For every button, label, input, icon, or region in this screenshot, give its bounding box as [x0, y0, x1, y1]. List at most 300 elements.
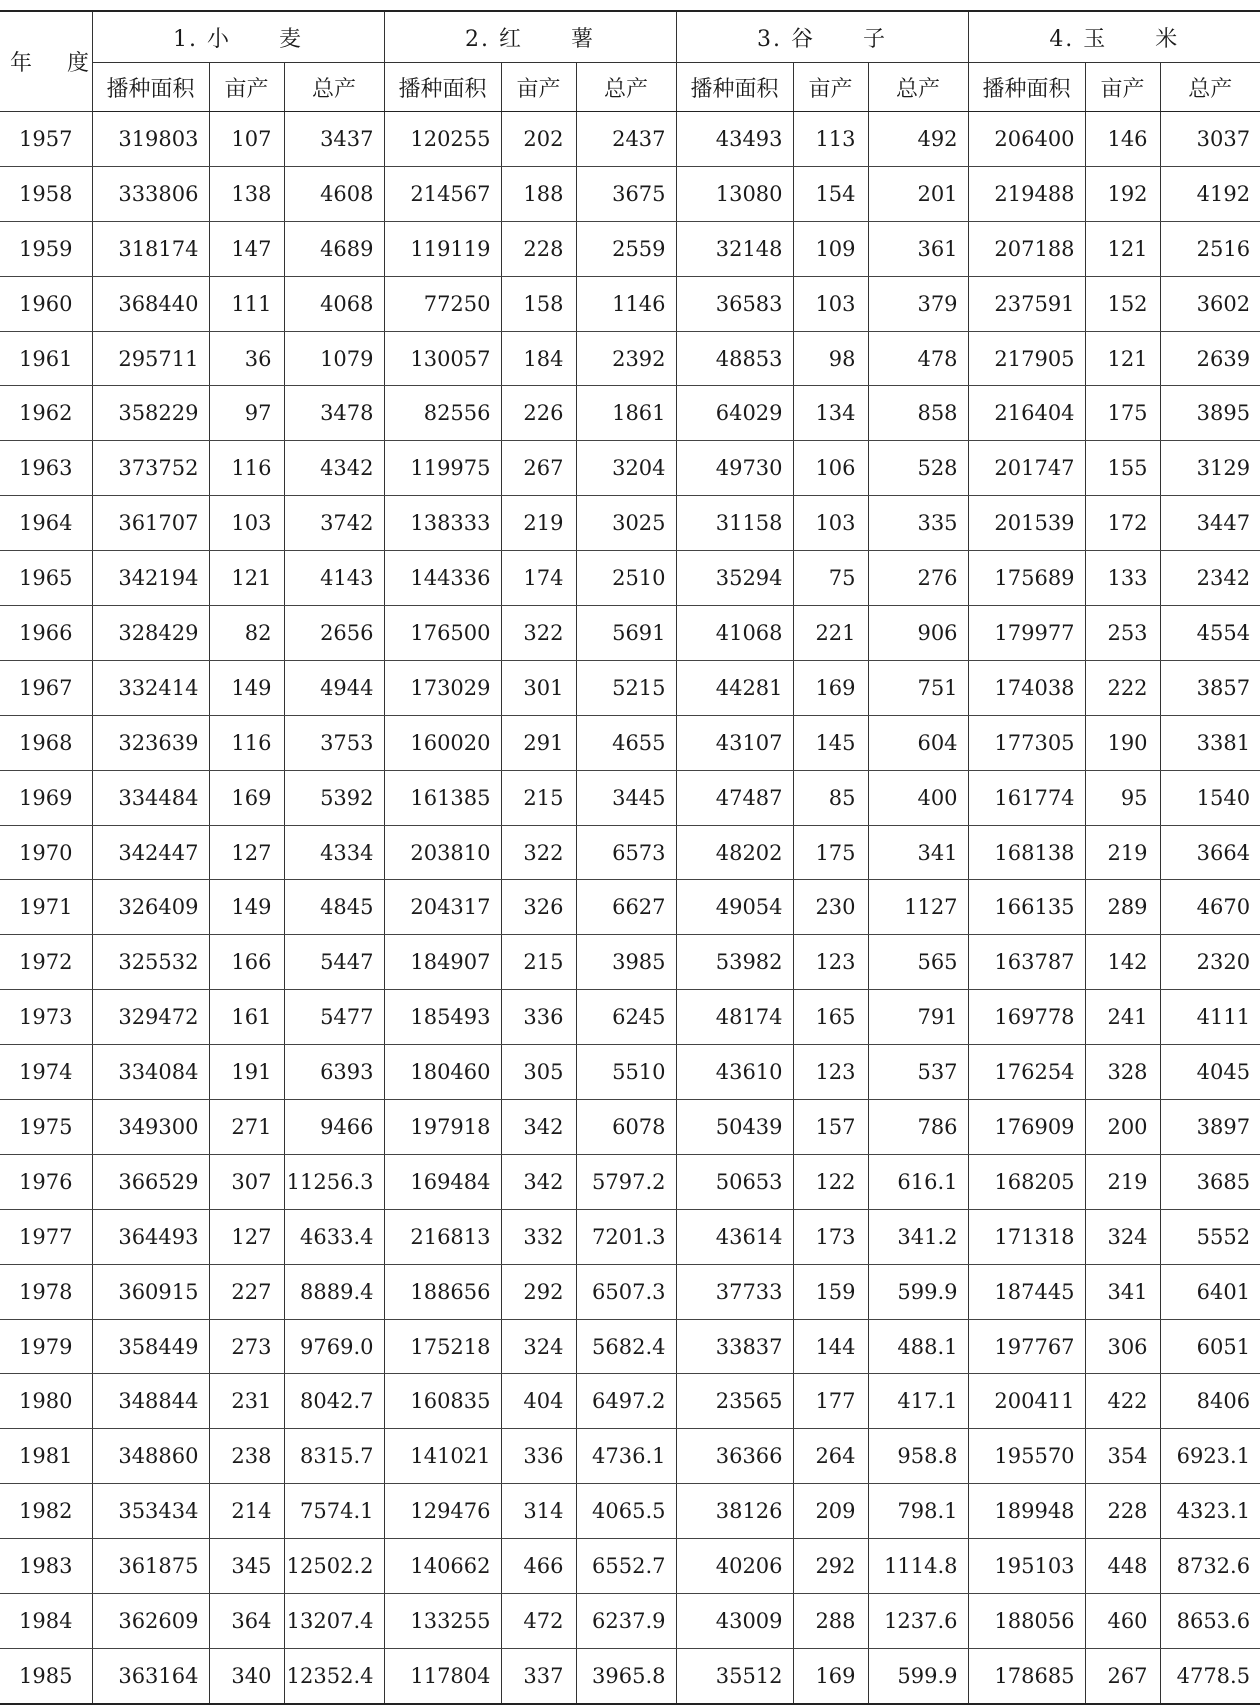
total-output-cell: 5797.2 — [576, 1154, 676, 1209]
header-row-crops — [0, 11, 1260, 63]
year-cell: 1968 — [0, 715, 92, 770]
year-cell: 1961 — [0, 331, 92, 386]
total-output-cell: 5447 — [284, 935, 384, 990]
year-cell: 1979 — [0, 1319, 92, 1374]
total-output-cell: 4670 — [1160, 880, 1260, 935]
total-output-cell: 906 — [868, 606, 968, 661]
crop-header-label: 4. 玉 米 — [1049, 26, 1180, 52]
sown-area-cell: 82556 — [384, 386, 501, 441]
yield-per-mu-cell: 85 — [793, 770, 868, 825]
yield-per-mu-cell: 147 — [209, 221, 284, 276]
sown-area-cell: 318174 — [92, 221, 209, 276]
yield-per-mu-cell: 314 — [501, 1484, 576, 1539]
sown-area-cell: 169778 — [968, 990, 1085, 1045]
yield-per-mu-cell: 219 — [1085, 825, 1160, 880]
yield-per-mu-cell: 219 — [501, 496, 576, 551]
year-cell: 1969 — [0, 770, 92, 825]
yield-per-mu-cell: 267 — [1085, 1648, 1160, 1703]
yield-per-mu-cell: 228 — [501, 221, 576, 276]
total-output-cell: 6051 — [1160, 1319, 1260, 1374]
sown-area-cell: 206400 — [968, 112, 1085, 167]
table-row — [0, 1209, 1260, 1264]
sown-area-cell: 53982 — [676, 935, 793, 990]
total-output-cell: 11256.3 — [284, 1154, 384, 1209]
subheader-total-output: 总产 — [868, 63, 968, 112]
total-output-cell: 3753 — [284, 715, 384, 770]
sown-area-cell: 117804 — [384, 1648, 501, 1703]
total-output-cell: 1114.8 — [868, 1539, 968, 1594]
total-output-cell: 341 — [868, 825, 968, 880]
total-output-cell: 6573 — [576, 825, 676, 880]
total-output-cell: 6078 — [576, 1100, 676, 1155]
sown-area-cell: 50653 — [676, 1154, 793, 1209]
year-cell: 1984 — [0, 1594, 92, 1649]
total-output-cell: 7201.3 — [576, 1209, 676, 1264]
subheader-yield-per-mu: 亩产 — [793, 63, 868, 112]
total-output-cell: 4778.5 — [1160, 1648, 1260, 1703]
total-output-cell: 2516 — [1160, 221, 1260, 276]
yield-per-mu-cell: 177 — [793, 1374, 868, 1429]
yield-per-mu-cell: 144 — [793, 1319, 868, 1374]
total-output-cell: 3897 — [1160, 1100, 1260, 1155]
sown-area-cell: 31158 — [676, 496, 793, 551]
yield-per-mu-cell: 175 — [793, 825, 868, 880]
sown-area-cell: 161774 — [968, 770, 1085, 825]
sown-area-cell: 120255 — [384, 112, 501, 167]
total-output-cell: 379 — [868, 276, 968, 331]
total-output-cell: 5691 — [576, 606, 676, 661]
sown-area-cell: 333806 — [92, 166, 209, 221]
total-output-cell: 13207.4 — [284, 1594, 384, 1649]
sown-area-cell: 176254 — [968, 1045, 1085, 1100]
yield-per-mu-cell: 337 — [501, 1648, 576, 1703]
yield-per-mu-cell: 328 — [1085, 1045, 1160, 1100]
total-output-cell: 2559 — [576, 221, 676, 276]
yield-per-mu-cell: 202 — [501, 112, 576, 167]
yield-per-mu-cell: 184 — [501, 331, 576, 386]
yield-per-mu-cell: 159 — [793, 1264, 868, 1319]
sown-area-cell: 197918 — [384, 1100, 501, 1155]
crop-header-corn — [968, 11, 1260, 63]
table-row — [0, 276, 1260, 331]
table-body — [0, 112, 1260, 1704]
yield-per-mu-cell: 134 — [793, 386, 868, 441]
subheader-sown-area: 播种面积 — [968, 63, 1085, 112]
total-output-cell: 858 — [868, 386, 968, 441]
total-output-cell: 3675 — [576, 166, 676, 221]
sown-area-cell: 200411 — [968, 1374, 1085, 1429]
yield-per-mu-cell: 336 — [501, 1429, 576, 1484]
total-output-cell: 3602 — [1160, 276, 1260, 331]
total-output-cell: 6393 — [284, 1045, 384, 1100]
total-output-cell: 201 — [868, 166, 968, 221]
year-cell: 1970 — [0, 825, 92, 880]
total-output-cell: 3381 — [1160, 715, 1260, 770]
sown-area-cell: 364493 — [92, 1209, 209, 1264]
yield-per-mu-cell: 342 — [501, 1100, 576, 1155]
year-cell: 1980 — [0, 1374, 92, 1429]
table-row — [0, 990, 1260, 1045]
yield-per-mu-cell: 222 — [1085, 660, 1160, 715]
sown-area-cell: 207188 — [968, 221, 1085, 276]
yield-per-mu-cell: 342 — [501, 1154, 576, 1209]
yield-per-mu-cell: 253 — [1085, 606, 1160, 661]
sown-area-cell: 144336 — [384, 551, 501, 606]
crop-statistics-sheet — [0, 10, 1250, 1705]
total-output-cell: 3445 — [576, 770, 676, 825]
yield-per-mu-cell: 190 — [1085, 715, 1160, 770]
total-output-cell: 5215 — [576, 660, 676, 715]
total-output-cell: 3437 — [284, 112, 384, 167]
total-output-cell: 7574.1 — [284, 1484, 384, 1539]
yield-per-mu-cell: 215 — [501, 770, 576, 825]
yield-per-mu-cell: 113 — [793, 112, 868, 167]
sown-area-cell: 204317 — [384, 880, 501, 935]
yield-per-mu-cell: 123 — [793, 935, 868, 990]
total-output-cell: 8732.6 — [1160, 1539, 1260, 1594]
crop-header-millet — [676, 11, 968, 63]
total-output-cell: 4845 — [284, 880, 384, 935]
total-output-cell: 599.9 — [868, 1264, 968, 1319]
yield-per-mu-cell: 301 — [501, 660, 576, 715]
total-output-cell: 3985 — [576, 935, 676, 990]
yield-per-mu-cell: 106 — [793, 441, 868, 496]
subheader-sown-area: 播种面积 — [676, 63, 793, 112]
sown-area-cell: 179977 — [968, 606, 1085, 661]
total-output-cell: 4065.5 — [576, 1484, 676, 1539]
total-output-cell: 5682.4 — [576, 1319, 676, 1374]
sown-area-cell: 163787 — [968, 935, 1085, 990]
yield-per-mu-cell: 238 — [209, 1429, 284, 1484]
sown-area-cell: 43009 — [676, 1594, 793, 1649]
yield-per-mu-cell: 169 — [793, 660, 868, 715]
sown-area-cell: 64029 — [676, 386, 793, 441]
total-output-cell: 9466 — [284, 1100, 384, 1155]
year-cell: 1964 — [0, 496, 92, 551]
year-cell: 1981 — [0, 1429, 92, 1484]
yield-per-mu-cell: 273 — [209, 1319, 284, 1374]
sown-area-cell: 319803 — [92, 112, 209, 167]
sown-area-cell: 44281 — [676, 660, 793, 715]
total-output-cell: 417.1 — [868, 1374, 968, 1429]
yield-per-mu-cell: 95 — [1085, 770, 1160, 825]
table-row — [0, 1539, 1260, 1594]
sown-area-cell: 363164 — [92, 1648, 209, 1703]
total-output-cell: 3037 — [1160, 112, 1260, 167]
yield-per-mu-cell: 200 — [1085, 1100, 1160, 1155]
year-cell: 1958 — [0, 166, 92, 221]
total-output-cell: 3204 — [576, 441, 676, 496]
sown-area-cell: 195103 — [968, 1539, 1085, 1594]
table-row — [0, 1154, 1260, 1209]
yield-per-mu-cell: 306 — [1085, 1319, 1160, 1374]
year-cell: 1957 — [0, 112, 92, 167]
yield-per-mu-cell: 174 — [501, 551, 576, 606]
yield-per-mu-cell: 219 — [1085, 1154, 1160, 1209]
sown-area-cell: 329472 — [92, 990, 209, 1045]
year-cell: 1983 — [0, 1539, 92, 1594]
yield-per-mu-cell: 466 — [501, 1539, 576, 1594]
sown-area-cell: 166135 — [968, 880, 1085, 935]
table-row — [0, 606, 1260, 661]
yield-per-mu-cell: 146 — [1085, 112, 1160, 167]
year-cell: 1963 — [0, 441, 92, 496]
sown-area-cell: 49054 — [676, 880, 793, 935]
yield-per-mu-cell: 404 — [501, 1374, 576, 1429]
yield-per-mu-cell: 111 — [209, 276, 284, 331]
sown-area-cell: 119119 — [384, 221, 501, 276]
total-output-cell: 8889.4 — [284, 1264, 384, 1319]
yield-per-mu-cell: 82 — [209, 606, 284, 661]
sown-area-cell: 189948 — [968, 1484, 1085, 1539]
total-output-cell: 6245 — [576, 990, 676, 1045]
yield-per-mu-cell: 172 — [1085, 496, 1160, 551]
table-row — [0, 441, 1260, 496]
yield-per-mu-cell: 422 — [1085, 1374, 1160, 1429]
subheader-sown-area: 播种面积 — [92, 63, 209, 112]
yield-per-mu-cell: 191 — [209, 1045, 284, 1100]
sown-area-cell: 187445 — [968, 1264, 1085, 1319]
yield-per-mu-cell: 157 — [793, 1100, 868, 1155]
sown-area-cell: 201539 — [968, 496, 1085, 551]
sown-area-cell: 48174 — [676, 990, 793, 1045]
yield-per-mu-cell: 149 — [209, 660, 284, 715]
total-output-cell: 8406 — [1160, 1374, 1260, 1429]
total-output-cell: 4342 — [284, 441, 384, 496]
year-cell: 1959 — [0, 221, 92, 276]
yield-per-mu-cell: 192 — [1085, 166, 1160, 221]
table-row — [0, 551, 1260, 606]
table-row — [0, 386, 1260, 441]
sown-area-cell: 43610 — [676, 1045, 793, 1100]
sown-area-cell: 38126 — [676, 1484, 793, 1539]
sown-area-cell: 295711 — [92, 331, 209, 386]
total-output-cell: 4192 — [1160, 166, 1260, 221]
sown-area-cell: 342194 — [92, 551, 209, 606]
yield-per-mu-cell: 227 — [209, 1264, 284, 1319]
sown-area-cell: 130057 — [384, 331, 501, 386]
total-output-cell: 528 — [868, 441, 968, 496]
subheader-yield-per-mu: 亩产 — [501, 63, 576, 112]
sown-area-cell: 323639 — [92, 715, 209, 770]
total-output-cell: 4944 — [284, 660, 384, 715]
total-output-cell: 4655 — [576, 715, 676, 770]
sown-area-cell: 368440 — [92, 276, 209, 331]
table-row — [0, 1100, 1260, 1155]
year-cell: 1975 — [0, 1100, 92, 1155]
yield-per-mu-cell: 161 — [209, 990, 284, 1045]
sown-area-cell: 160020 — [384, 715, 501, 770]
subheader-total-output: 总产 — [284, 63, 384, 112]
sown-area-cell: 373752 — [92, 441, 209, 496]
total-output-cell: 2656 — [284, 606, 384, 661]
year-column-header: 年 度 — [0, 11, 92, 112]
sown-area-cell: 43614 — [676, 1209, 793, 1264]
sown-area-cell: 119975 — [384, 441, 501, 496]
total-output-cell: 3129 — [1160, 441, 1260, 496]
total-output-cell: 6507.3 — [576, 1264, 676, 1319]
yield-per-mu-cell: 116 — [209, 441, 284, 496]
yield-per-mu-cell: 292 — [501, 1264, 576, 1319]
subheader-total-output: 总产 — [576, 63, 676, 112]
total-output-cell: 3447 — [1160, 496, 1260, 551]
sown-area-cell: 203810 — [384, 825, 501, 880]
yield-per-mu-cell: 103 — [209, 496, 284, 551]
year-cell: 1974 — [0, 1045, 92, 1100]
sown-area-cell: 13080 — [676, 166, 793, 221]
yield-per-mu-cell: 324 — [501, 1319, 576, 1374]
sown-area-cell: 176500 — [384, 606, 501, 661]
sown-area-cell: 141021 — [384, 1429, 501, 1484]
sown-area-cell: 161385 — [384, 770, 501, 825]
crop-statistics-table — [0, 10, 1260, 1705]
yield-per-mu-cell: 122 — [793, 1154, 868, 1209]
total-output-cell: 6401 — [1160, 1264, 1260, 1319]
year-cell: 1965 — [0, 551, 92, 606]
year-cell: 1966 — [0, 606, 92, 661]
total-output-cell: 3895 — [1160, 386, 1260, 441]
total-output-cell: 3965.8 — [576, 1648, 676, 1703]
table-row — [0, 166, 1260, 221]
total-output-cell: 791 — [868, 990, 968, 1045]
table-row — [0, 1319, 1260, 1374]
sown-area-cell: 334484 — [92, 770, 209, 825]
total-output-cell: 8042.7 — [284, 1374, 384, 1429]
sown-area-cell: 201747 — [968, 441, 1085, 496]
yield-per-mu-cell: 103 — [793, 496, 868, 551]
yield-per-mu-cell: 116 — [209, 715, 284, 770]
crop-header-label: 3. 谷 子 — [757, 26, 888, 52]
sown-area-cell: 40206 — [676, 1539, 793, 1594]
yield-per-mu-cell: 169 — [209, 770, 284, 825]
year-cell: 1976 — [0, 1154, 92, 1209]
total-output-cell: 4554 — [1160, 606, 1260, 661]
yield-per-mu-cell: 448 — [1085, 1539, 1160, 1594]
year-cell: 1982 — [0, 1484, 92, 1539]
sown-area-cell: 358449 — [92, 1319, 209, 1374]
sown-area-cell: 32148 — [676, 221, 793, 276]
total-output-cell: 537 — [868, 1045, 968, 1100]
total-output-cell: 4323.1 — [1160, 1484, 1260, 1539]
year-cell: 1967 — [0, 660, 92, 715]
crop-header-label: 1. 小 麦 — [173, 26, 303, 52]
crop-header-sweet-potato — [384, 11, 676, 63]
sown-area-cell: 237591 — [968, 276, 1085, 331]
yield-per-mu-cell: 97 — [209, 386, 284, 441]
subheader-total-output: 总产 — [1160, 63, 1260, 112]
yield-per-mu-cell: 340 — [209, 1648, 284, 1703]
sown-area-cell: 168205 — [968, 1154, 1085, 1209]
yield-per-mu-cell: 175 — [1085, 386, 1160, 441]
total-output-cell: 4045 — [1160, 1045, 1260, 1100]
table-row — [0, 880, 1260, 935]
total-output-cell: 5477 — [284, 990, 384, 1045]
sown-area-cell: 184907 — [384, 935, 501, 990]
total-output-cell: 2392 — [576, 331, 676, 386]
sown-area-cell: 174038 — [968, 660, 1085, 715]
table-row — [0, 660, 1260, 715]
total-output-cell: 1237.6 — [868, 1594, 968, 1649]
sown-area-cell: 325532 — [92, 935, 209, 990]
sown-area-cell: 197767 — [968, 1319, 1085, 1374]
sown-area-cell: 188056 — [968, 1594, 1085, 1649]
total-output-cell: 4111 — [1160, 990, 1260, 1045]
yield-per-mu-cell: 173 — [793, 1209, 868, 1264]
sown-area-cell: 49730 — [676, 441, 793, 496]
total-output-cell: 798.1 — [868, 1484, 968, 1539]
total-output-cell: 2639 — [1160, 331, 1260, 386]
yield-per-mu-cell: 364 — [209, 1594, 284, 1649]
sown-area-cell: 36366 — [676, 1429, 793, 1484]
sown-area-cell: 358229 — [92, 386, 209, 441]
yield-per-mu-cell: 241 — [1085, 990, 1160, 1045]
table-row — [0, 112, 1260, 167]
total-output-cell: 6923.1 — [1160, 1429, 1260, 1484]
year-cell: 1962 — [0, 386, 92, 441]
total-output-cell: 488.1 — [868, 1319, 968, 1374]
yield-per-mu-cell: 267 — [501, 441, 576, 496]
total-output-cell: 6237.9 — [576, 1594, 676, 1649]
yield-per-mu-cell: 123 — [793, 1045, 868, 1100]
sown-area-cell: 140662 — [384, 1539, 501, 1594]
total-output-cell: 5392 — [284, 770, 384, 825]
yield-per-mu-cell: 75 — [793, 551, 868, 606]
sown-area-cell: 214567 — [384, 166, 501, 221]
sown-area-cell: 36583 — [676, 276, 793, 331]
sown-area-cell: 353434 — [92, 1484, 209, 1539]
table-row — [0, 1648, 1260, 1703]
yield-per-mu-cell: 98 — [793, 331, 868, 386]
yield-per-mu-cell: 107 — [209, 112, 284, 167]
year-cell: 1973 — [0, 990, 92, 1045]
yield-per-mu-cell: 121 — [1085, 221, 1160, 276]
total-output-cell: 4608 — [284, 166, 384, 221]
yield-per-mu-cell: 354 — [1085, 1429, 1160, 1484]
header-row-measures — [0, 63, 1260, 112]
total-output-cell: 4334 — [284, 825, 384, 880]
total-output-cell: 958.8 — [868, 1429, 968, 1484]
yield-per-mu-cell: 121 — [209, 551, 284, 606]
sown-area-cell: 216404 — [968, 386, 1085, 441]
total-output-cell: 6497.2 — [576, 1374, 676, 1429]
yield-per-mu-cell: 121 — [1085, 331, 1160, 386]
yield-per-mu-cell: 215 — [501, 935, 576, 990]
yield-per-mu-cell: 322 — [501, 825, 576, 880]
total-output-cell: 6627 — [576, 880, 676, 935]
yield-per-mu-cell: 209 — [793, 1484, 868, 1539]
subheader-sown-area: 播种面积 — [384, 63, 501, 112]
sown-area-cell: 168138 — [968, 825, 1085, 880]
yield-per-mu-cell: 109 — [793, 221, 868, 276]
yield-per-mu-cell: 166 — [209, 935, 284, 990]
yield-per-mu-cell: 326 — [501, 880, 576, 935]
sown-area-cell: 175689 — [968, 551, 1085, 606]
total-output-cell: 2342 — [1160, 551, 1260, 606]
table-row — [0, 1429, 1260, 1484]
table-row — [0, 496, 1260, 551]
total-output-cell: 1079 — [284, 331, 384, 386]
year-cell: 1960 — [0, 276, 92, 331]
yield-per-mu-cell: 322 — [501, 606, 576, 661]
sown-area-cell: 35294 — [676, 551, 793, 606]
yield-per-mu-cell: 103 — [793, 276, 868, 331]
yield-per-mu-cell: 214 — [209, 1484, 284, 1539]
total-output-cell: 400 — [868, 770, 968, 825]
sown-area-cell: 366529 — [92, 1154, 209, 1209]
year-cell: 1972 — [0, 935, 92, 990]
yield-per-mu-cell: 221 — [793, 606, 868, 661]
table-row — [0, 331, 1260, 386]
